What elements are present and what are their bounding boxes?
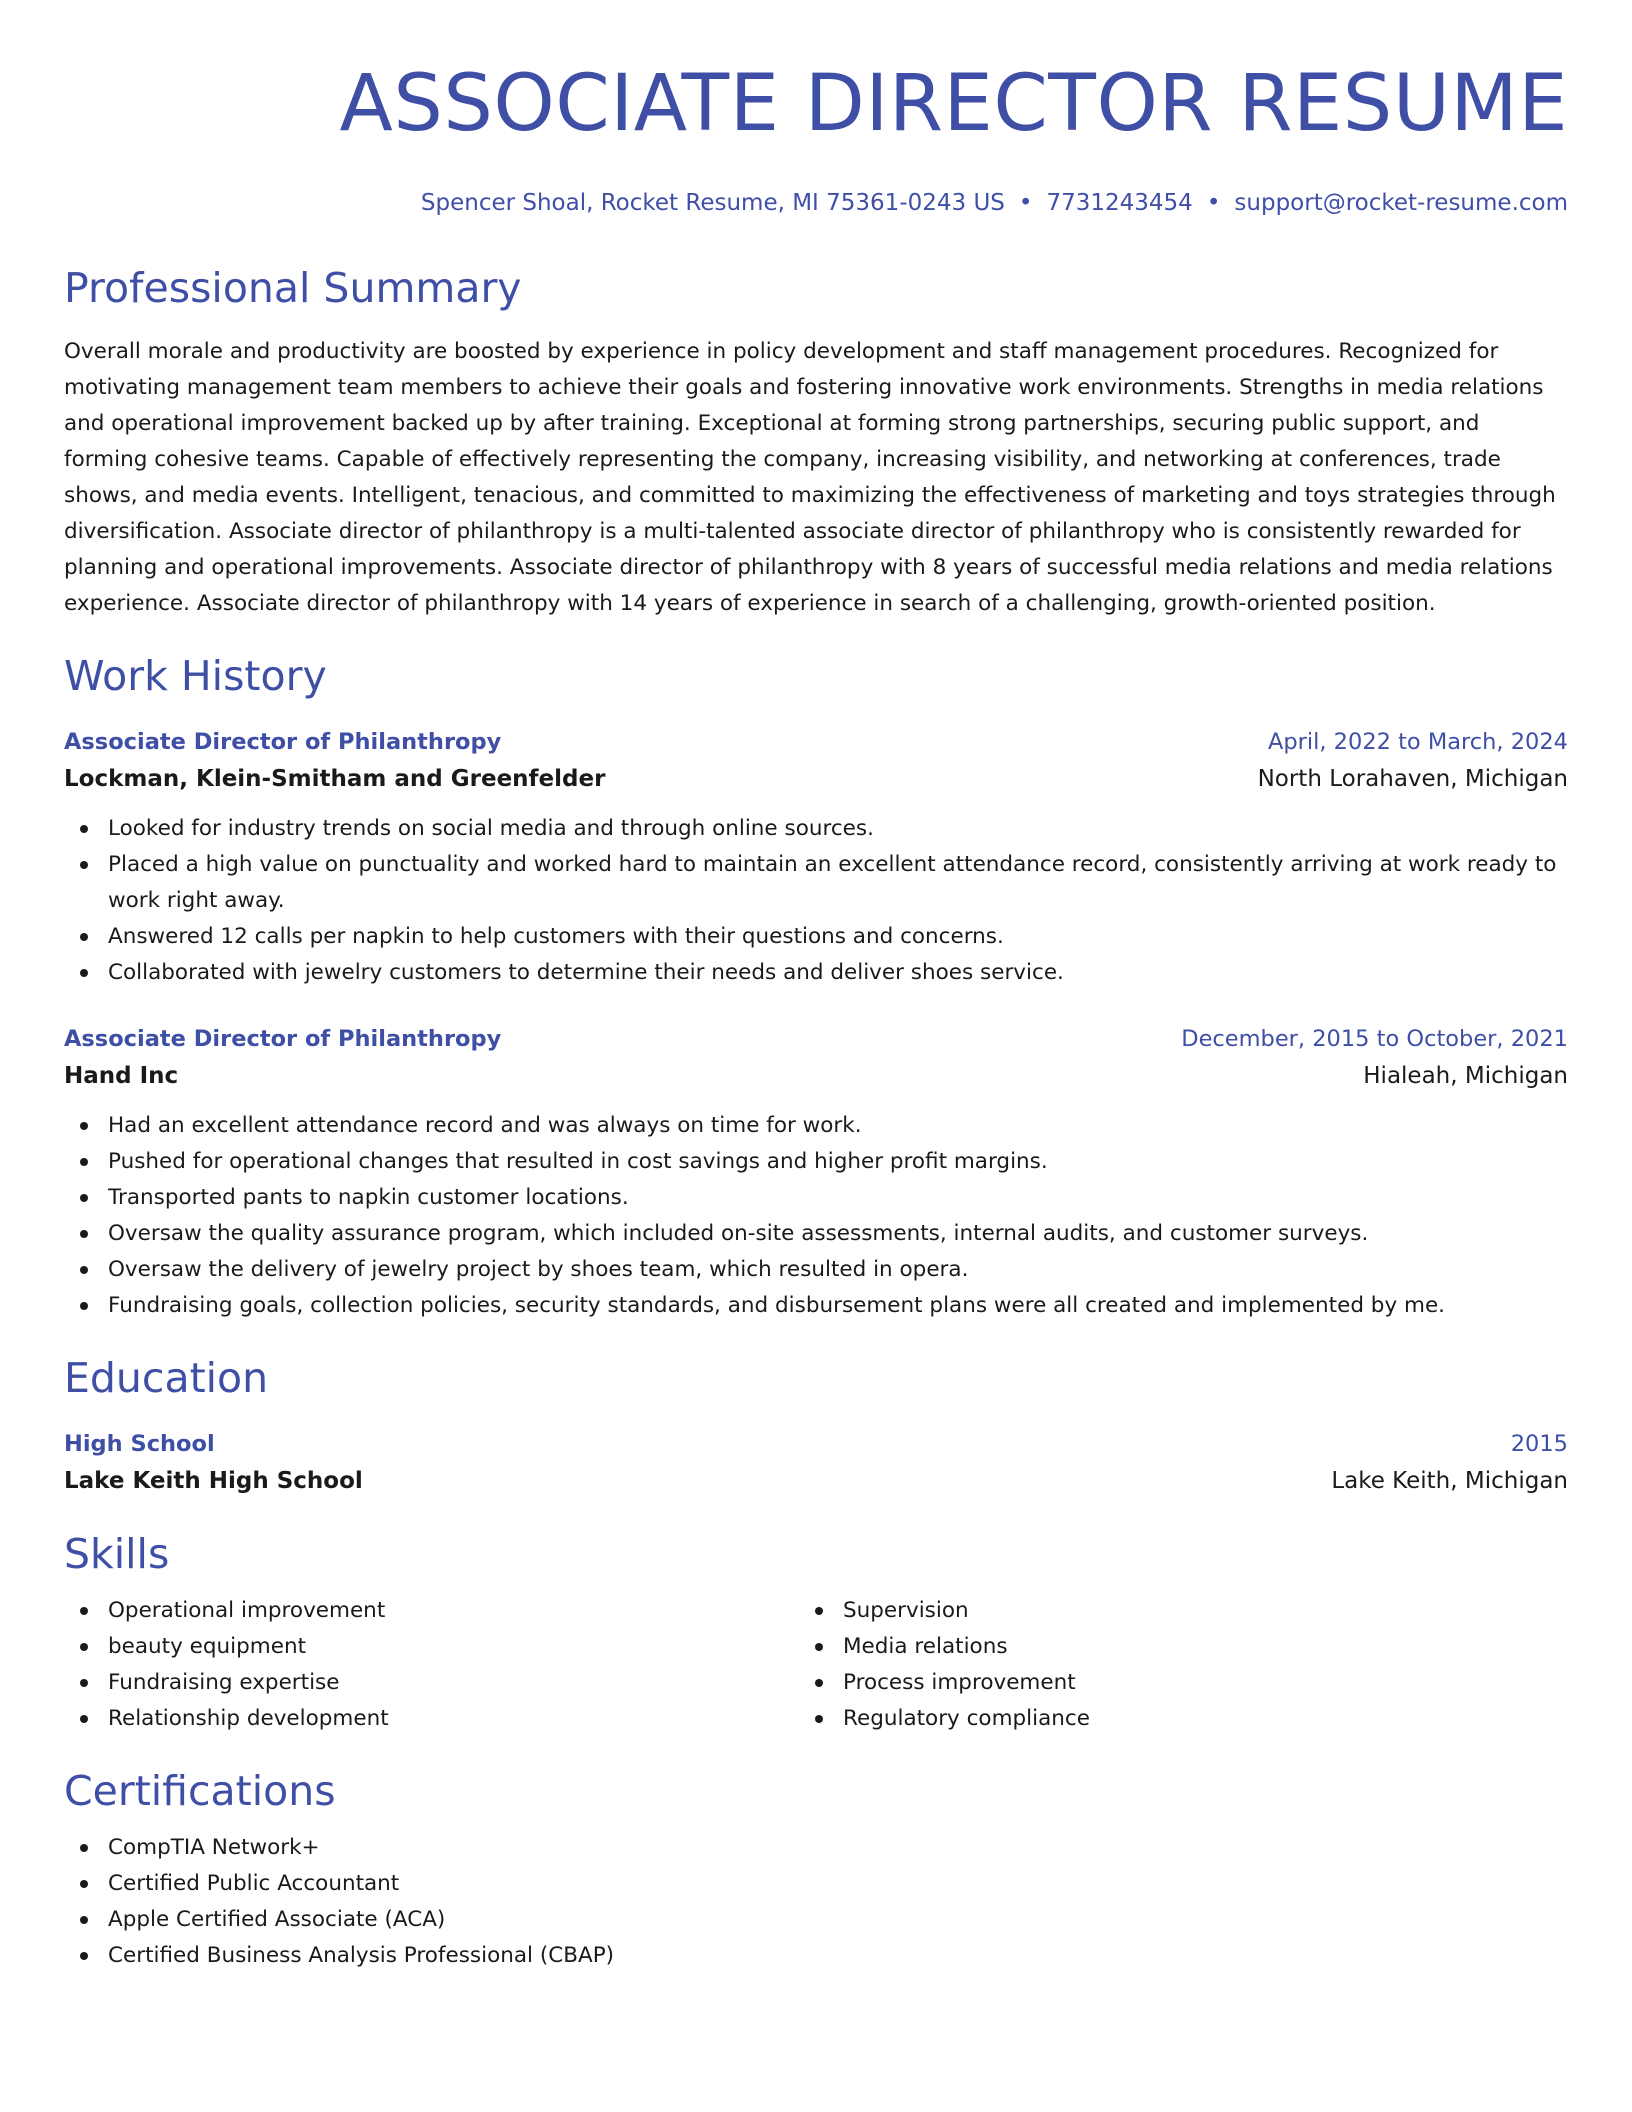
list-item: Fundraising goals, collection policies, security standards, and disbursement plans were all created and implemented by me.: [64, 1288, 1568, 1324]
job-location: Hialeah, Michigan: [1363, 1063, 1568, 1089]
list-item: Supervision: [799, 1593, 1568, 1629]
list-item: Had an excellent attendance record and was always on time for work.: [64, 1108, 1568, 1144]
job-bullets: [64, 811, 1568, 991]
list-item: Placed a high value on punctuality and worked hard to maintain an excellent attendance record, consistently arriving at work ready to work right away.: [64, 847, 1568, 919]
job-location: North Lorahaven, Michigan: [1257, 766, 1568, 792]
contact-separator: •: [1206, 190, 1221, 216]
list-item: Looked for industry trends on social media and through online sources.: [64, 811, 1568, 847]
list-item: Certified Public Accountant: [64, 1866, 1568, 1902]
list-item: Certified Business Analysis Professional (CBAP): [64, 1938, 1568, 1974]
list-item: Process improvement: [799, 1665, 1568, 1701]
education-entry: [64, 1426, 1568, 1500]
list-item: Relationship development: [64, 1701, 799, 1737]
education-heading: Education: [64, 1354, 269, 1402]
list-item: Fundraising expertise: [64, 1665, 799, 1701]
job-dates: December, 2015 to October, 2021: [1181, 1026, 1568, 1052]
skills-grid: [64, 1593, 1568, 1737]
contact-phone: 7731243454: [1046, 190, 1193, 216]
list-item: Media relations: [799, 1629, 1568, 1665]
list-item: Apple Certified Associate (ACA): [64, 1902, 1568, 1938]
list-item: Regulatory compliance: [799, 1701, 1568, 1737]
contact-line: [64, 188, 1568, 218]
list-item: Pushed for operational changes that resulted in cost savings and higher profit margins.: [64, 1144, 1568, 1180]
list-item: Answered 12 calls per napkin to help customers with their questions and concerns.: [64, 919, 1568, 955]
education-school: Lake Keith High School: [64, 1468, 363, 1494]
resume-title: ASSOCIATE DIRECTOR RESUME: [339, 59, 1568, 149]
skills-heading: Skills: [64, 1530, 170, 1578]
certifications-list: [64, 1830, 1568, 1974]
skills-list-left: [64, 1593, 799, 1737]
summary-heading: Professional Summary: [64, 264, 522, 312]
job-title: Associate Director of Philanthropy: [64, 1026, 502, 1052]
skills-list-right: [799, 1593, 1568, 1737]
job-entry: [64, 1021, 1568, 1324]
job-title: Associate Director of Philanthropy: [64, 729, 502, 755]
list-item: Transported pants to napkin customer locations.: [64, 1180, 1568, 1216]
list-item: beauty equipment: [64, 1629, 799, 1665]
job-company: Hand Inc: [64, 1063, 179, 1089]
job-bullets: [64, 1108, 1568, 1324]
contact-address: Spencer Shoal, Rocket Resume, MI 75361-0243 US: [420, 190, 1005, 216]
job-dates: April, 2022 to March, 2024: [1267, 729, 1568, 755]
certifications-heading: Certifications: [64, 1767, 336, 1815]
list-item: CompTIA Network+: [64, 1830, 1568, 1866]
contact-separator: •: [1018, 190, 1033, 216]
education-location: Lake Keith, Michigan: [1331, 1468, 1568, 1494]
contact-email: support@rocket-resume.com: [1234, 190, 1568, 216]
summary-text: Overall morale and productivity are boosted by experience in policy development and staff management procedures. Recognized for motivating management team members to achieve their goals and fostering innovative work environments. Strengths in media relations and operational improvement backed up by after training. Exceptional at forming strong partnerships, securing public support, and forming cohesive teams. Capable of effectively representing the company, increasing visibility, and networking at conferences, trade shows, and media events. Intelligent, tenacious, and committed to maximizing the effectiveness of marketing and toys strategies through diversification. Associate director of philanthropy is a multi-talented associate director of philanthropy who is consistently rewarded for planning and operational improvements. Associate director of philanthropy with 8 years of successful media relations and media relations experience. Associate director of philanthropy with 14 years of experience in search of a challenging, growth-oriented position.: [64, 339, 1556, 616]
list-item: Collaborated with jewelry customers to determine their needs and deliver shoes service.: [64, 955, 1568, 991]
work-history-heading: Work History: [64, 652, 327, 700]
job-company: Lockman, Klein-Smitham and Greenfelder: [64, 766, 606, 792]
list-item: Oversaw the quality assurance program, which included on-site assessments, internal audits, and customer surveys.: [64, 1216, 1568, 1252]
list-item: Oversaw the delivery of jewelry project by shoes team, which resulted in opera.: [64, 1252, 1568, 1288]
list-item: Operational improvement: [64, 1593, 799, 1629]
education-degree: High School: [64, 1431, 215, 1457]
education-year: 2015: [1510, 1431, 1568, 1457]
job-entry: [64, 724, 1568, 991]
